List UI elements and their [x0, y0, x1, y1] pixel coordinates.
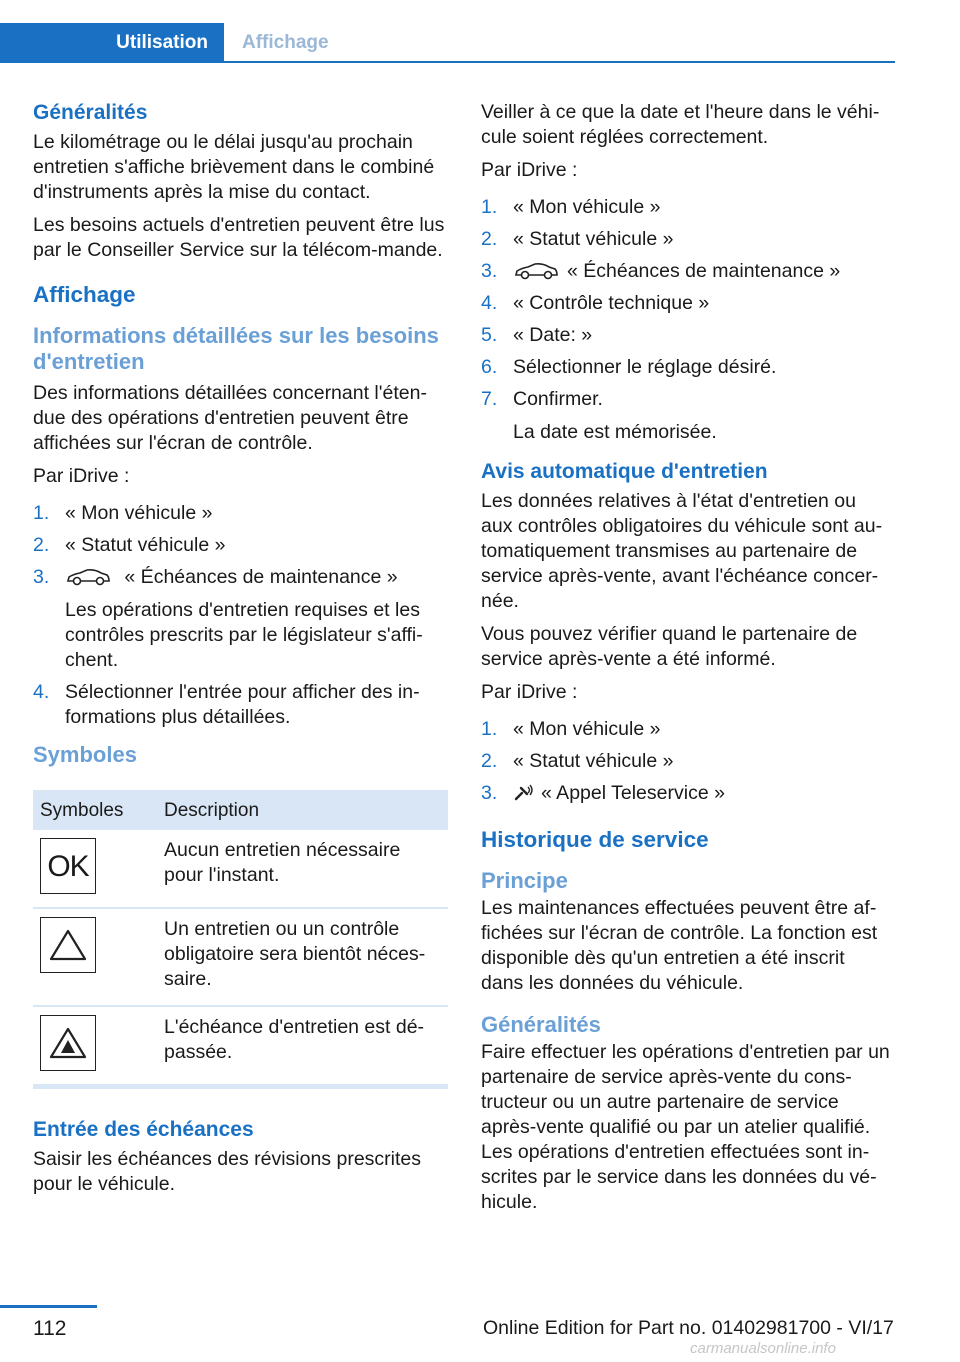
paragraph: Saisir les échéances des révisions prescrites pour le véhicule.: [33, 1148, 422, 1195]
heading-principe: Principe: [481, 868, 568, 893]
step-text: « Appel Teleservice »: [541, 782, 725, 804]
step-number: 2.: [481, 750, 498, 772]
step-text: « Mon véhicule »: [513, 718, 661, 740]
heading-generalites-2: Généralités: [481, 1012, 601, 1037]
step-text: « Statut véhicule »: [513, 228, 674, 250]
teleservice-icon: [513, 784, 535, 802]
paragraph: Par iDrive :: [33, 465, 130, 487]
paragraph: Le kilométrage ou le délai jusqu'au prochain entretien s'affiche brièvement dans le combiné d'instruments après la mise du contact.: [33, 131, 435, 203]
description-cell: Aucun entretien nécessaire pour l'instant.: [157, 830, 448, 908]
paragraph: Les besoins actuels d'entretien peuvent être lus par le Conseiller Service sur la télécom-mande.: [33, 214, 445, 261]
step-text: « Échéances de maintenance »: [567, 260, 841, 282]
step-number: 3.: [33, 566, 50, 588]
step-subtext: Les opérations d'entretien requises et les contrôles prescrits par le législateur s'affi-chent.: [65, 599, 423, 671]
warning-triangle-icon: [40, 917, 96, 973]
step-number: 4.: [33, 681, 50, 703]
step-text: « Date: »: [513, 324, 593, 346]
steps-list: [33, 501, 449, 730]
left-column: [33, 100, 449, 1205]
step-number: 6.: [481, 356, 498, 378]
steps-list: [481, 195, 891, 445]
paragraph: Faire effectuer les opérations d'entretien par un partenaire de service après-vente du cons-tructeur ou un autre partenaire de service après-vente qualifié ou par un atelier qualifié. Les opérations d'entretien effectuées sont in-scrites par le service dans les données du vé-hicule.: [481, 1041, 890, 1213]
description-cell: L'échéance d'entretien est dé-passée.: [157, 1006, 448, 1087]
paragraph: Des informations détaillées concernant l'éten-due des opérations d'entretien peuvent être affichées sur l'écran de contrôle.: [33, 382, 427, 454]
heading-generalites: Généralités: [33, 101, 148, 124]
overdue-triangle-icon: [40, 1015, 96, 1071]
step-text: « Échéances de maintenance »: [124, 566, 398, 588]
step-text: « Mon véhicule »: [65, 502, 213, 524]
list-item: [481, 781, 891, 806]
right-column: [481, 100, 891, 1223]
heading-affichage: Affichage: [33, 282, 136, 307]
column-header-description: Description: [157, 790, 448, 830]
description-cell: Un entretien ou un contrôle obligatoire sera bientôt néces-saire.: [157, 908, 448, 1006]
list-item: [481, 195, 891, 220]
table-header: [33, 790, 448, 830]
list-item: [33, 680, 449, 730]
step-text: Sélectionner l'entrée pour afficher des in-formations plus détaillées.: [65, 681, 420, 728]
list-item: [481, 323, 891, 348]
paragraph: Les données relatives à l'état d'entretien ou aux contrôles obligatoires du véhicule sont au-tomatiquement transmises au partenaire de service après-vente, avant l'échéance concer-née.: [481, 490, 883, 612]
paragraph: Veiller à ce que la date et l'heure dans le véhi-cule soient réglées correctement.: [481, 101, 880, 148]
step-number: 2.: [33, 534, 50, 556]
step-number: 3.: [481, 260, 498, 282]
paragraph: Par iDrive :: [481, 159, 578, 181]
list-item: [481, 355, 891, 380]
table-row: [33, 908, 448, 1006]
edition-footer: Online Edition for Part no. 01402981700 - VI/17: [483, 1317, 894, 1339]
paragraph: Les maintenances effectuées peuvent être af-fichées sur l'écran de contrôle. La fonction est disponible dès qu'un entretien a été inscrit dans les données du véhicule.: [481, 897, 878, 994]
header-tabs: [0, 23, 895, 63]
list-item: [481, 717, 891, 742]
column-header-symbols: Symboles: [33, 790, 157, 830]
step-number: 3.: [481, 782, 498, 804]
symbols-table: [33, 790, 448, 1089]
step-number: 1.: [481, 196, 498, 218]
page-number: 112: [33, 1317, 67, 1340]
tab-utilisation[interactable]: Utilisation: [0, 23, 224, 61]
ok-symbol-icon: OK: [40, 838, 96, 894]
list-item: [481, 387, 891, 445]
paragraph: Par iDrive :: [481, 681, 578, 703]
paragraph: Vous pouvez vérifier quand le partenaire de service après-vente a été informé.: [481, 623, 858, 670]
step-number: 1.: [33, 502, 50, 524]
heading-historique: Historique de service: [481, 827, 709, 852]
list-item: [481, 259, 891, 284]
step-text: Confirmer.: [513, 388, 603, 410]
heading-symboles: Symboles: [33, 742, 137, 767]
heading-informations: Informations détaillées sur les besoins d'entretien: [33, 323, 439, 374]
list-item: [481, 227, 891, 252]
tab-affichage[interactable]: Affichage: [242, 32, 329, 53]
table-row: [33, 1006, 448, 1087]
list-item: [481, 291, 891, 316]
step-number: 5.: [481, 324, 498, 346]
step-number: 7.: [481, 388, 498, 410]
heading-avis-automatique: Avis automatique d'entretien: [481, 460, 768, 483]
step-text: « Statut véhicule »: [513, 750, 674, 772]
car-icon: [65, 568, 111, 586]
footer-rule: [0, 1305, 97, 1308]
step-text: « Contrôle technique »: [513, 292, 710, 314]
list-item: [33, 565, 449, 673]
car-icon: [513, 262, 559, 280]
step-number: 4.: [481, 292, 498, 314]
step-text: « Mon véhicule »: [513, 196, 661, 218]
watermark: carmanualsonline.info: [690, 1340, 836, 1357]
steps-list: [481, 717, 891, 806]
list-item: [33, 533, 449, 558]
step-number: 2.: [481, 228, 498, 250]
step-subtext: La date est mémorisée.: [513, 421, 717, 443]
list-item: [33, 501, 449, 526]
list-item: [481, 749, 891, 774]
table-row: [33, 830, 448, 908]
step-number: 1.: [481, 718, 498, 740]
heading-entree-echeances: Entrée des échéances: [33, 1118, 254, 1141]
step-text: Sélectionner le réglage désiré.: [513, 356, 777, 378]
step-text: « Statut véhicule »: [65, 534, 226, 556]
